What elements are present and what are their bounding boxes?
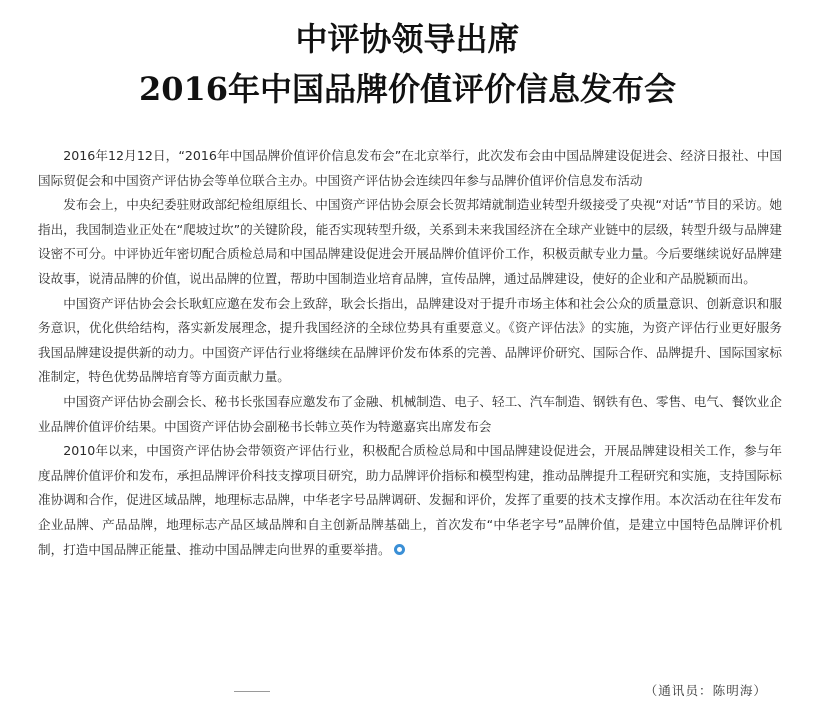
paragraph-1: 2016年12月12日，“2016年中国品牌价值评价信息发布会”在北京举行，此次发布会由中国品牌建设促进会、经济日报社、中国国际贸促会和中国资产评估协会等单位联合主办。中国资产评估协会连续四年参与品牌价值评价信息发布活动 bbox=[38, 148, 782, 188]
article-body bbox=[38, 144, 782, 562]
paragraph-3: 中国资产评估协会会长耿虹应邀在发布会上致辞，耿会长指出，品牌建设对于提升市场主体和社会公众的质量意识、创新意识和服务意识，优化供给结构，落实新发展理念，提升我国经济的全球位势具有重要意义。《资产评估法》的实施，为资产评估行业更好服务我国品牌建设提供新的动力。中国资产评估行业将继续在品牌评价发布体系的完善、品牌评价研究、国际合作、品牌提升、国际国家标准制定，特色优势品牌培育等方面贡献力量。 bbox=[38, 295, 782, 385]
footer-divider bbox=[234, 691, 270, 692]
paragraph-5 bbox=[38, 439, 782, 562]
article-title bbox=[0, 14, 815, 114]
paragraph-5-text: 2010年以来，中国资产评估协会带领资产评估行业，积极配合质检总局和中国品牌建设促进会，开展品牌建设相关工作，参与年度品牌价值评价和发布，承担品牌评价科技支撑项目研究，助力品牌评价指标和模型构建，推动品牌提升工程研究和实施，支持国际标准协调和合作，促进区域品牌，地理标志品牌，中华老字号品牌调研、发掘和评价，发挥了重要的技术支撑作用。本次活动在往年发布企业品牌、产品品牌，地理标志产品区域品牌和自主创新品牌基础上，首次发布“中华老字号”品牌价值，是建立中国特色品牌评价机制，打造中国品牌正能量、推动中国品牌走向世界的重要举措。 bbox=[38, 443, 782, 557]
share-icon[interactable] bbox=[394, 544, 405, 555]
title-line-1: 中评协领导出席 bbox=[295, 20, 520, 58]
paragraph-4: 中国资产评估协会副会长、秘书长张国春应邀发布了金融、机械制造、电子、轻工、汽车制造、钢铁有色、零售、电气、餐饮业企业品牌价值评价结果。中国资产评估协会副秘书长韩立英作为特邀嘉宾出席发布会 bbox=[38, 393, 782, 434]
paragraph-2: 发布会上，中央纪委驻财政部纪检组原组长、中国资产评估协会原会长贺邦靖就制造业转型升级接受了央视“对话”节目的采访。她指出，我国制造业正处在“爬坡过坎”的关键阶段，能否实现转型升级，关系到未来我国经济在全球产业链中的层级，转型升级与品牌建设密不可分。中评协近年密切配合质检总局和中国品牌建设促进会开展品牌价值评价工作，积极贡献专业力量。今后要继续说好品牌建设故事，说清品牌的价值，说出品牌的位置，帮助中国制造业培育品牌，宣传品牌，通过品牌建设，使好的企业和产品脱颖而出。 bbox=[38, 197, 782, 286]
byline: （通讯员：陈明海） bbox=[644, 683, 767, 698]
title-line-2: 2016年中国品牌价值评价信息发布会 bbox=[138, 70, 677, 108]
